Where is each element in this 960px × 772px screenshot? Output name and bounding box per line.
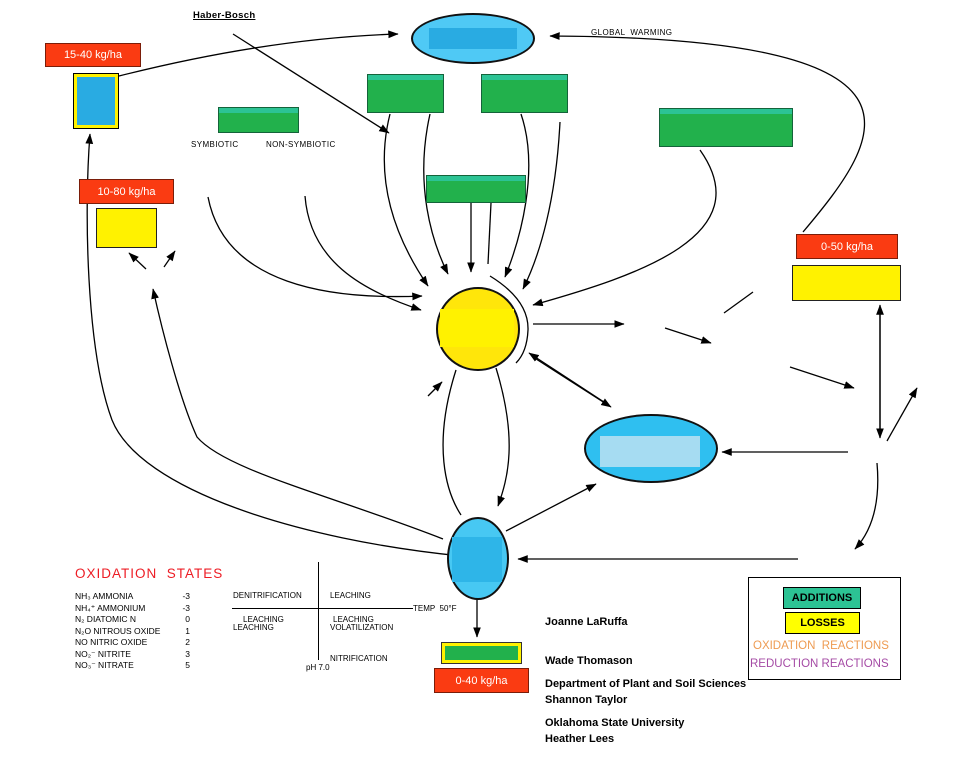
- non-symbiotic-label: NON-SYMBIOTIC: [266, 140, 336, 149]
- compound-label: NO₂⁻ NITRITE: [75, 648, 131, 659]
- oxidation-row: [75, 603, 190, 615]
- quadrant-bottom-right-label: LEACHING: [333, 615, 374, 624]
- temp-axis-label: TEMP 50°F: [413, 604, 457, 613]
- quadrant-top-left-label: DENITRIFICATION LEACHING: [233, 591, 302, 632]
- rate-badge-right: 0-50 kg/ha: [796, 234, 898, 259]
- quadrant-bottom-left-label: LEACHING: [243, 615, 284, 624]
- node-addition-bar-bottom: [442, 643, 521, 663]
- node-addition-box-right: [659, 108, 793, 147]
- oxidation-row: [75, 649, 190, 661]
- global-warming-label: GLOBAL WARMING: [591, 28, 673, 37]
- university-label: Oklahoma State University: [545, 717, 685, 729]
- oxidation-row: [75, 637, 190, 649]
- legend-oxidation-label: OXIDATION REACTIONS: [753, 640, 889, 652]
- node-bottom-ellipse-blank: [452, 537, 502, 582]
- node-fertilizer-box: [74, 74, 118, 128]
- compound-label: NH₃ AMMONIA: [75, 591, 134, 601]
- oxidation-value: 1: [185, 625, 190, 636]
- node-soil-nitrogen-blank: [440, 309, 514, 347]
- node-atmosphere-blank: [429, 28, 517, 49]
- ph-axis-label: pH 7.0: [306, 663, 330, 672]
- author-name: Shannon Taylor: [545, 694, 628, 706]
- node-right-ellipse-blank: [600, 436, 700, 467]
- oxidation-value: -3: [182, 602, 190, 613]
- node-addition-box-2: [481, 74, 568, 113]
- node-addition-box-middle: [426, 175, 526, 203]
- compound-label: N₂O NITROUS OXIDE: [75, 625, 161, 636]
- oxidation-value: 2: [185, 637, 190, 647]
- node-bottom-ellipse: [447, 517, 509, 600]
- department-label: Department of Plant and Soil Sciences: [545, 678, 747, 690]
- oxidation-value: 0: [185, 614, 190, 624]
- compound-label: NO₃⁻ NITRATE: [75, 660, 134, 670]
- node-atmosphere-ellipse: [411, 13, 535, 64]
- compound-label: N₂ DIATOMIC N: [75, 614, 137, 624]
- rate-badge-top-left: 15-40 kg/ha: [45, 43, 141, 67]
- oxidation-states-table: [75, 591, 190, 672]
- oxidation-states-title: OXIDATION STATES: [75, 566, 224, 581]
- author-name: Joanne LaRuffa: [545, 616, 628, 628]
- node-right-ellipse: [584, 414, 718, 483]
- credits-institution: [545, 652, 746, 756]
- author-name: Wade Thomason: [545, 655, 633, 667]
- legend-reduction-label: REDUCTION REACTIONS: [750, 658, 889, 670]
- quadrant-y-axis: [318, 562, 319, 660]
- node-addition-box-1: [367, 74, 444, 113]
- oxidation-value: -3: [182, 591, 190, 601]
- symbiotic-label: SYMBIOTIC: [191, 140, 239, 149]
- quadrant-top-right-label: LEACHING VOLATILIZATION NITRIFICATION: [330, 591, 394, 663]
- node-fixation-box: [218, 107, 299, 133]
- node-loss-box-right: [792, 265, 901, 301]
- oxidation-row: [75, 660, 190, 672]
- oxidation-row: [75, 614, 190, 626]
- legend-additions-chip: ADDITIONS: [783, 587, 861, 609]
- rate-badge-bottom: 0-40 kg/ha: [434, 668, 529, 693]
- compound-label: NH₄⁺ AMMONIUM: [75, 602, 146, 613]
- haber-bosch-label: Haber-Bosch: [193, 10, 256, 21]
- node-loss-box-left: [96, 208, 157, 248]
- oxidation-row: [75, 626, 190, 638]
- node-soil-nitrogen-circle: [436, 287, 520, 371]
- oxidation-value: 5: [185, 660, 190, 670]
- oxidation-row: [75, 591, 190, 603]
- author-name: Heather Lees: [545, 733, 615, 745]
- compound-label: NO NITRIC OXIDE: [75, 637, 148, 647]
- rate-badge-left: 10-80 kg/ha: [79, 179, 174, 204]
- legend-losses-chip: LOSSES: [785, 612, 860, 634]
- oxidation-value: 3: [185, 648, 190, 659]
